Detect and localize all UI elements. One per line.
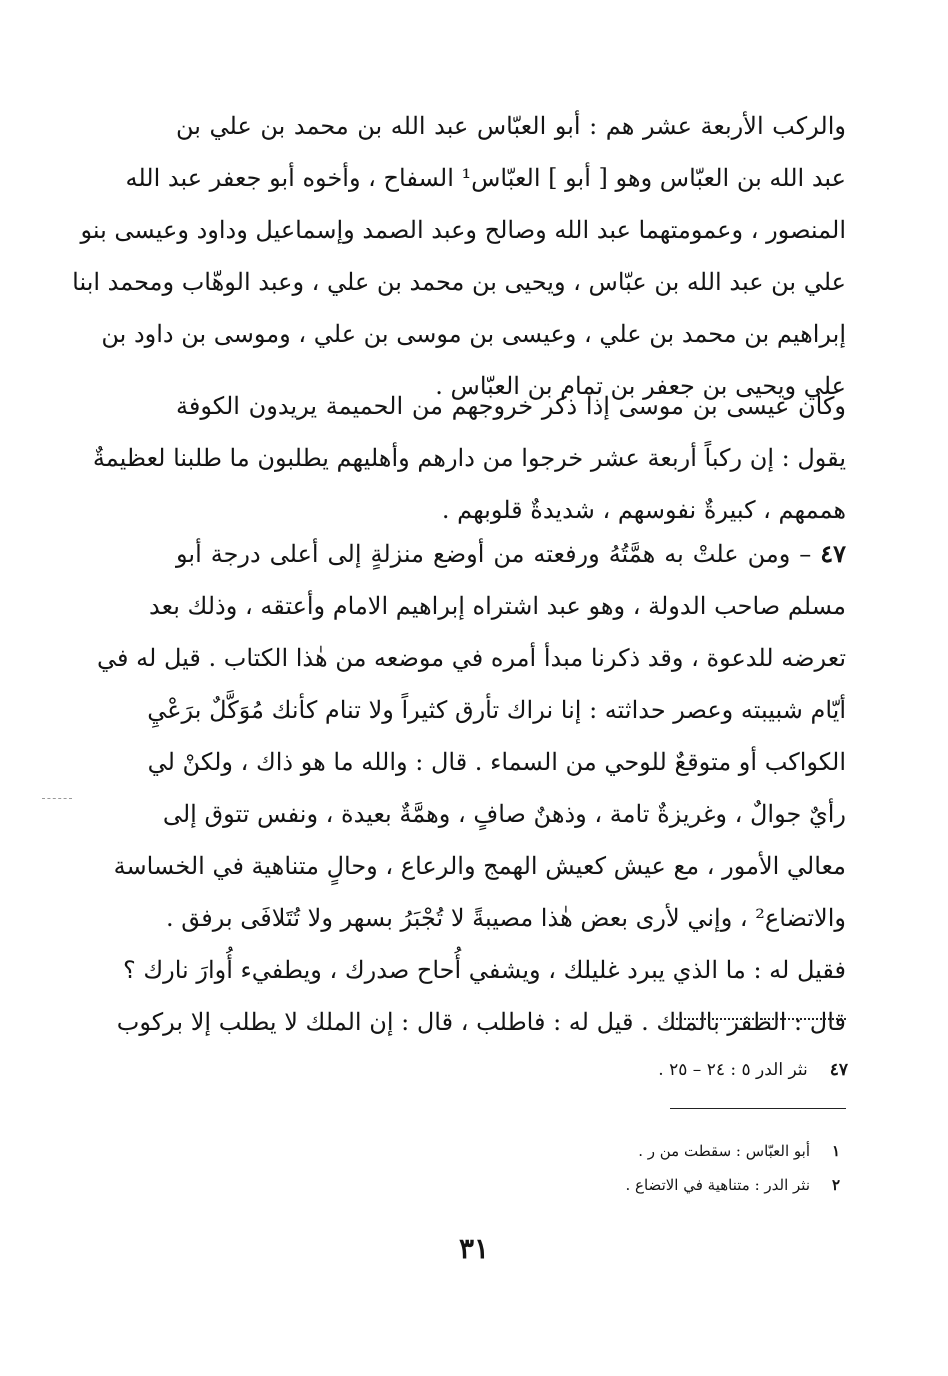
dotted-separator [676, 1018, 846, 1020]
source-note [658, 1055, 848, 1085]
margin-mark [42, 798, 72, 799]
footnote [626, 1168, 841, 1202]
paragraph-line: أيّام شبيبته وعصر حداثته : إنا نراك تأرق كثيراً ولا تنام كأنك مُوَكَّلٌ برَعْيِ [147, 696, 846, 724]
paragraph-2 [92, 380, 846, 536]
paragraph-line: علي ويحيى بن جعفر بن تمام بن العبّاس . [435, 372, 846, 400]
paragraph-line: الكواكب أو متوقعٌ للوحي من السماء . قال : والله ما هو ذاك ، ولكنْ لي [147, 748, 846, 776]
paragraph-line: تعرضه للدعوة ، وقد ذكرنا مبدأ أمره في موضعه من هٰذا الكتاب . قيل له في [97, 644, 846, 672]
paragraph-1 [72, 100, 846, 412]
paragraph-line: رأيٌ جوالٌ ، وغريزةٌ تامة ، وذهنٌ صافٍ ، وهمَّةٌ بعيدة ، ونفس تتوق إلى [162, 800, 846, 828]
paragraph-line: علي بن عبد الله بن عبّاس ، ويحيى بن محمد بن علي ، وعبد الوهّاب ومحمد ابنا [72, 268, 846, 296]
paragraph-line: إبراهيم بن محمد بن علي ، وعيسى بن موسى بن علي ، وموسى بن داود بن [101, 320, 846, 348]
footnote-number: ١ [831, 1142, 840, 1160]
paragraph-line: مسلم صاحب الدولة ، وهو عبد اشتراه إبراهيم الامام وأعتقه ، وذلك بعد [149, 592, 846, 620]
paragraph-line: معالي الأمور ، مع عيش كعيش الهمج والرعاع ، وحالٍ متناهية في الخساسة [113, 852, 846, 880]
paragraph-line [176, 528, 846, 580]
paragraph-line: هممهم ، كبيرةٌ نفوسهم ، شديدةٌ قلوبهم . [441, 496, 846, 524]
footnote [626, 1134, 841, 1168]
footnotes [626, 1134, 841, 1202]
entry-number: ٤٧ [820, 539, 846, 568]
paragraph-line: والركب الأربعة عشر هم : أبو العبّاس عبد الله بن محمد بن علي بن [176, 112, 846, 140]
source-note-number: ٤٧ [829, 1060, 848, 1080]
paragraph-line-text: – ومن علتْ به همَّتُهُ ورفعته من أوضع منزلةٍ إلى أعلى درجة أبو [176, 540, 812, 568]
paragraph-line: فقيل له : ما الذي يبرد غليلك ، ويشفي أُحاح صدرك ، ويطفيء أُوارَ نارك ؟ [123, 956, 846, 984]
paragraph-3 [97, 528, 846, 1048]
footnote-text: أبو العبّاس : سقطت من ر . [638, 1142, 810, 1160]
paragraph-line: يقول : إن ركباً أربعة عشر خرجوا من دارهم وأهليهم يطلبون ما طلبنا لعظيمةٌ [92, 444, 846, 472]
footnote-text: نثر الدر : متناهية في الاتضاع . [625, 1176, 810, 1194]
paragraph-line: والاتضاع² ، وإني لأرى بعض هٰذا مصيبةً لا تُجْبَرُ بسهر ولا تُتَلافَى برفق . [165, 904, 846, 932]
source-note-text: نثر الدر ٥ : ٢٤ – ٢٥ . [658, 1060, 808, 1080]
paragraph-line: عبد الله بن العبّاس وهو [ أبو ] العبّاس¹ السفاح ، وأخوه أبو جعفر عبد الله [125, 164, 846, 192]
paragraph-line: وكان عيسى بن موسى إذا ذكر خروجهم من الحميمة يريدون الكوفة [176, 392, 846, 420]
paragraph-line: المنصور ، وعمومتهما عبد الله وصالح وعبد الصمد وإسماعيل وداود وعيسى بنو [80, 216, 846, 244]
footnote-number: ٢ [831, 1176, 840, 1194]
page-number: ٣١ [458, 1232, 490, 1265]
footnote-separator [670, 1108, 846, 1109]
paragraph-line: قال : الظفر بالملك . قيل له : فاطلب ، قال : إن الملك لا يطلب إلا بركوب [116, 1008, 846, 1036]
